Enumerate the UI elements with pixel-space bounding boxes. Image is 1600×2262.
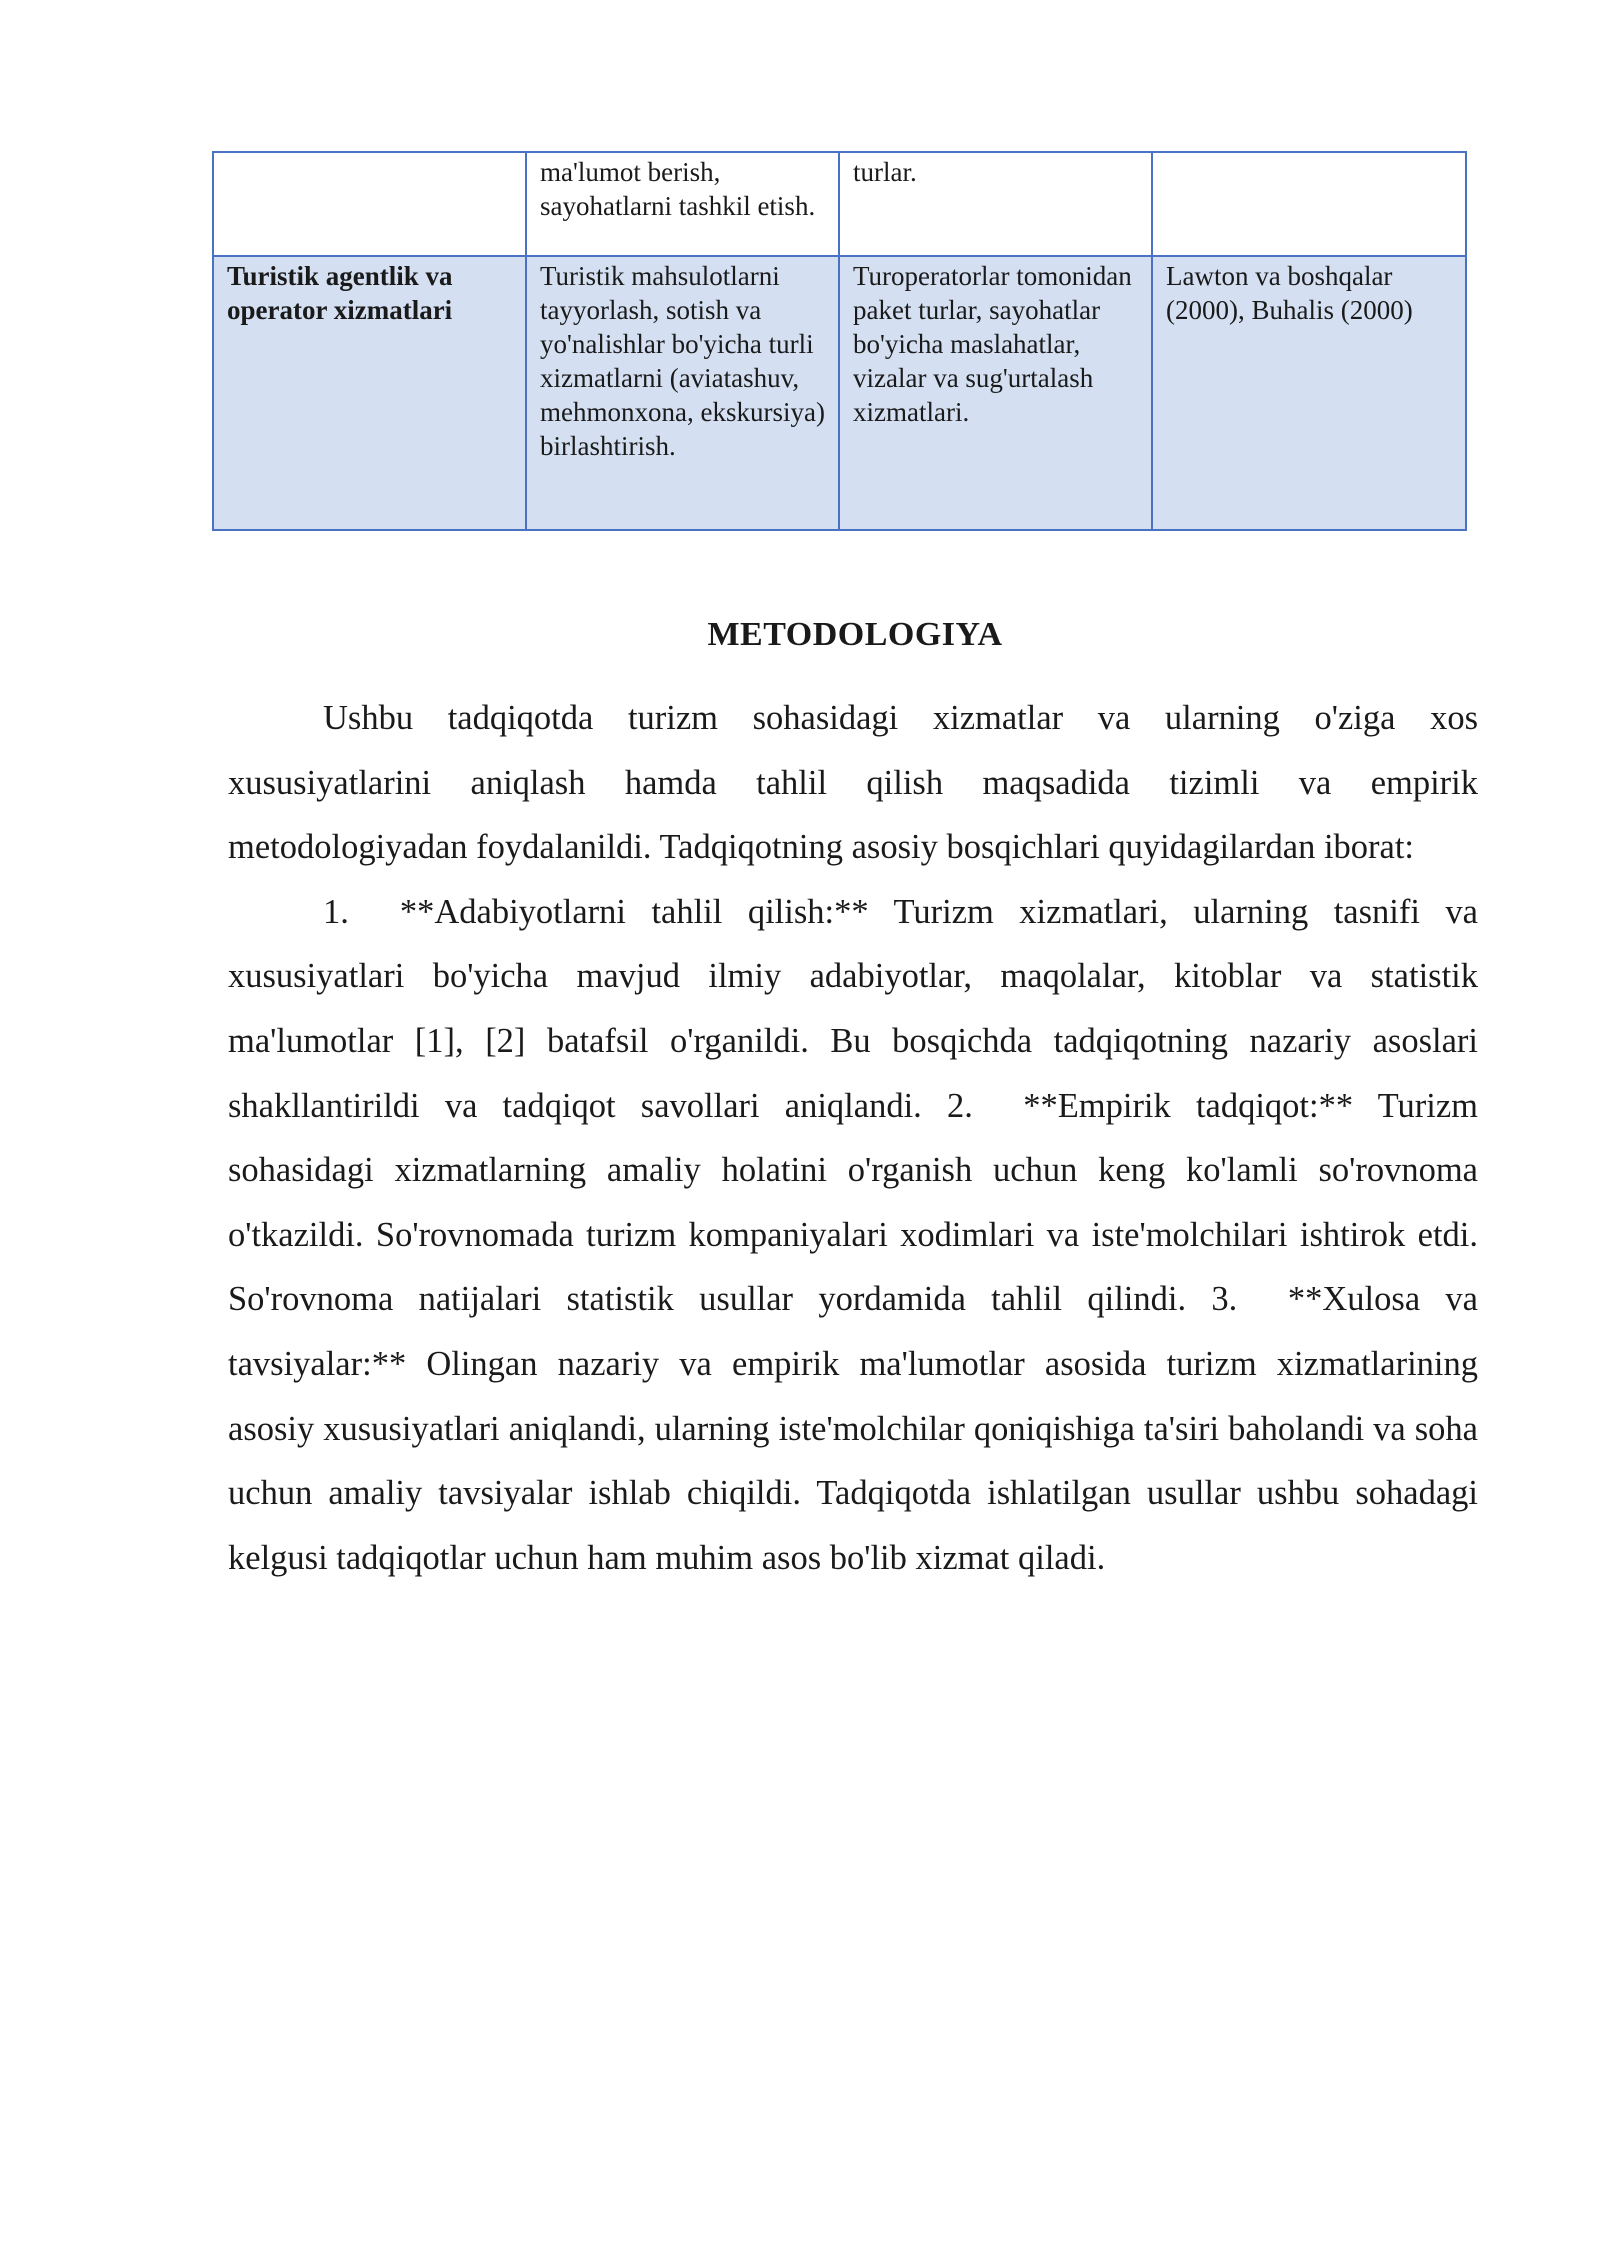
table-cell-description: Turistik mahsulotlarni tayyorlash, sotish va yo'nalishlar bo'yicha turli xizmatlarni (aviatashuv, mehmonxona, ekskursiya) birlashtirish. — [526, 256, 839, 530]
section-heading: METODOLOGIYA — [707, 616, 1003, 653]
table-cell-sources — [1152, 152, 1466, 256]
body-paragraph: Ushbu tadqiqotda turizm sohasidagi xizmatlar va ularning o'ziga xos xususiyatlarini aniqlash hamda tahlil qilish maqsadida tizimli va empirik metodologiyadan foydalanildi. Tadqiqotning asosiy bosqichlari quyidagilardan iborat: — [228, 699, 1478, 867]
table-cell-category — [213, 152, 526, 256]
table-row — [213, 256, 1466, 530]
table-row — [213, 152, 1466, 256]
table-cell-sources: Lawton va boshqalar (2000), Buhalis (2000) — [1152, 256, 1466, 530]
table-cell-examples: turlar. — [839, 152, 1152, 256]
services-table — [212, 151, 1467, 531]
table-cell-description: ma'lumot berish, sayohatlarni tashkil etish. — [526, 152, 839, 256]
body-paragraph: 1. **Adabiyotlarni tahlil qilish:** Turizm xizmatlari, ularning tasnifi va xususiyatlari bo'yicha mavjud ilmiy adabiyotlar, maqolalar, kitoblar va statistik ma'lumotlar [1], [2] batafsil o'rganildi. Bu bosqichda tadqiqotning nazariy asoslari shakllantirildi va tadqiqot savollari aniqlandi. 2. **Empirik tadqiqot:** Turizm sohasidagi xizmatlarning amaliy holatini o'rganish uchun keng ko'lamli so'rovnoma o'tkazildi. So'rovnomada turizm kompaniyalari xodimlari va iste'molchilari ishtirok etdi. So'rovnoma natijalari statistik usullar yordamida tahlil qilindi. 3. **Xulosa va tavsiyalar:** Olingan nazariy va empirik ma'lumotlar asosida turizm xizmatlarining asosiy xususiyatlari aniqlandi, ularning iste'molchilar qoniqishiga ta'siri baholandi va soha uchun amaliy tavsiyalar ishlab chiqildi. Tadqiqotda ishlatilgan usullar ushbu sohadagi kelgusi tadqiqotlar uchun ham muhim asos bo'lib xizmat qiladi. — [228, 892, 1478, 1577]
section-body — [228, 686, 1478, 1590]
table-cell-examples: Turoperatorlar tomonidan paket turlar, sayohatlar bo'yicha maslahatlar, vizalar va sug'urtalash xizmatlari. — [839, 256, 1152, 530]
table-cell-category: Turistik agentlik va operator xizmatlari — [213, 256, 526, 530]
